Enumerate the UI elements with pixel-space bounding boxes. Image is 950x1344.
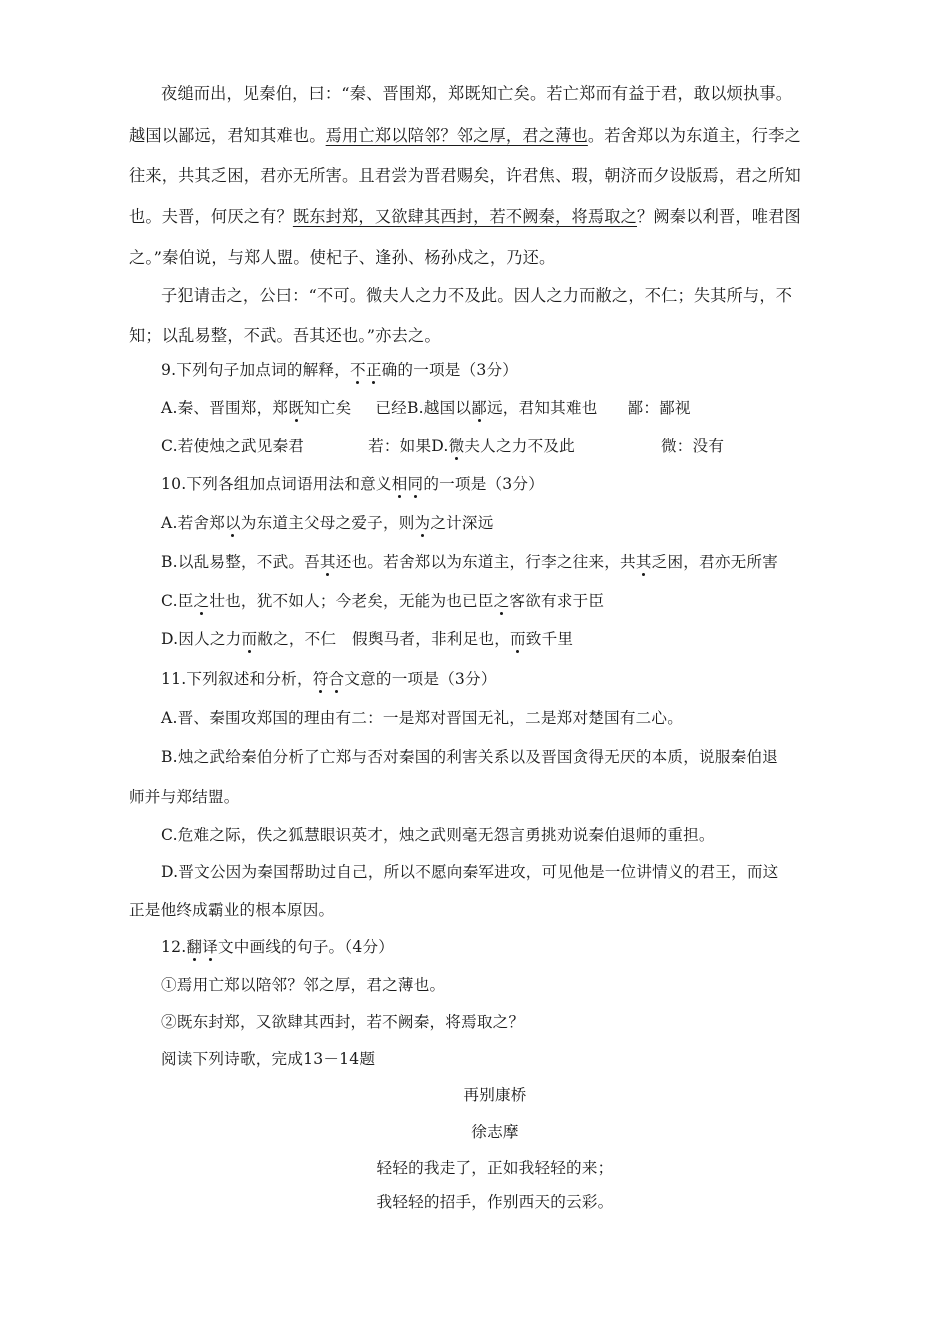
question-11-option-a (161, 706, 861, 730)
dotted-char: 相 (391, 475, 408, 493)
option-b-text: B.越国以 (406, 399, 472, 417)
poem-line (20, 1190, 950, 1214)
text: 10.下列各组加点词语用法和意义 (161, 475, 392, 493)
text: 乏困，君亦无所害 (651, 553, 779, 571)
dotted-char: 其 (319, 553, 336, 571)
text: 子犯请击之，公曰：“不可。微夫人之力不及此。因人之力而敝之，不仁；失其所与，不 (161, 286, 793, 305)
text: 越国以鄙远，君知其难也。 (129, 126, 326, 145)
question-9-options-ab (161, 396, 861, 420)
text: C.臣 (161, 592, 194, 610)
text: ①焉用亡郑以陪邻？邻之厚，君之薄也。 (161, 976, 446, 994)
text: 我轻轻的招手，作别西天的云彩。 (376, 1193, 614, 1211)
text: D.因人之力 (161, 630, 242, 648)
text: A.晋、秦围攻郑国的理由有二：一是郑对晋国无礼，二是郑对楚国有二心。 (161, 709, 684, 727)
poem-intro (161, 1047, 861, 1071)
text: 文中画线的句子。（4分） (218, 938, 395, 956)
poem-author (20, 1120, 950, 1144)
question-9-stem (161, 358, 861, 382)
option-a-text: A.秦、晋围郑，郑 (161, 399, 289, 417)
text: 文意的一项是（3分） (344, 670, 497, 688)
dotted-char: 以 (225, 514, 241, 532)
dotted-char: 合 (328, 670, 345, 688)
passage-line (129, 164, 829, 188)
text: 徐志摩 (471, 1123, 519, 1141)
option-c-gloss: 若：如果 (368, 437, 432, 455)
poem-line (20, 1156, 950, 1180)
text: 致千里 (525, 630, 574, 648)
poem-title (20, 1083, 950, 1107)
question-12-sentence-1 (161, 973, 861, 997)
dotted-char: 既 (288, 399, 304, 417)
dotted-char: 而 (509, 630, 526, 648)
text: 正是他终成霸业的根本原因。 (129, 901, 335, 919)
question-10-option-d (161, 627, 861, 651)
passage-line (129, 324, 829, 348)
text: 壮也，犹不如人；今老矣，无能为也已臣 (209, 592, 494, 610)
question-10-option-c (161, 589, 861, 613)
question-9-options-cd (161, 434, 861, 458)
text: B.以乱易整，不武。吾 (161, 553, 320, 571)
question-11-option-c (161, 823, 861, 847)
text: B.烛之武给秦伯分析了亡郑与否对秦国的利害关系以及晋国贪得无厌的本质，说服秦伯退 (161, 748, 778, 766)
text: 11.下列叙述和分析， (161, 670, 313, 688)
question-11-option-d (161, 860, 861, 884)
text: 轻轻的我走了，正如我轻轻的来； (376, 1159, 614, 1177)
dotted-char: 正 (365, 361, 382, 379)
option-a-gloss: 已经 (375, 399, 407, 417)
question-11-option-d-cont (129, 898, 829, 922)
option-b-text: 远，君知其难也 (486, 399, 598, 417)
text: 师并与郑结盟。 (129, 788, 240, 806)
question-10-stem (161, 472, 861, 496)
text: 确 (381, 361, 398, 379)
passage-line (161, 284, 861, 308)
dotted-char: 译 (202, 938, 218, 956)
option-b-gloss: 鄙：鄙视 (627, 399, 691, 417)
underlined-sentence-2: 既东封郑，又欲肆其西封，若不阙秦，将焉取之 (292, 207, 638, 226)
dotted-char: 之 (193, 592, 210, 610)
dotted-char: 同 (407, 475, 424, 493)
passage-line (129, 246, 829, 270)
question-12-sentence-2 (161, 1010, 861, 1034)
text: 的一项是（3分） (423, 475, 544, 493)
text: 客欲有求于臣 (509, 592, 605, 610)
question-10-option-b (161, 550, 861, 574)
text: 也。夫晋，何厌之有？ (129, 207, 293, 226)
text: 阅读下列诗歌，完成13－14题 (161, 1050, 376, 1068)
passage-line (129, 124, 829, 148)
dotted-char: 符 (312, 670, 329, 688)
dotted-char: 不 (350, 361, 366, 379)
text: 之计深远 (430, 514, 494, 532)
text: C.危难之际，佚之狐慧眼识英才，烛之武则毫无怨言勇挑劝说秦伯退师的重担。 (161, 826, 715, 844)
text: A.若舍郑 (161, 514, 225, 532)
option-d-gloss: 微：没有 (660, 437, 725, 455)
text: 之。”秦伯说，与郑人盟。使杞子、逢孙、杨孙戍之，乃还。 (129, 248, 556, 267)
option-d-text: D. (431, 437, 449, 455)
underlined-sentence-1: 焉用亡郑以陪邻？邻之厚，君之薄也 (325, 126, 588, 145)
dotted-char: 之 (493, 592, 510, 610)
option-a-text: 知亡矣 (303, 399, 352, 417)
text: 还也。若舍郑以为东道主，行李之往来，共 (335, 553, 636, 571)
option-c-text: C.若使烛之武见秦君 (161, 437, 305, 455)
question-11-option-b (161, 745, 861, 769)
text: 的一项是（3分） (397, 361, 519, 379)
dotted-char: 鄙 (471, 399, 487, 417)
text: 。若舍郑以为东道主，行李之 (587, 126, 801, 145)
text: 知；以乱易整，不武。吾其还也。”亦去之。 (129, 326, 441, 345)
passage-line (129, 205, 829, 229)
dotted-char: 而 (241, 630, 258, 648)
option-d-text: 夫人之力不及此 (464, 437, 575, 455)
text: 9.下列句子加点词的解释， (161, 361, 351, 379)
text: 往来，共其乏困，君亦无所害。且君尝为晋君赐矣，许君焦、瑕，朝济而夕设版焉，君之所知 (129, 166, 801, 185)
text: ？阙秦以利晋，唯君图 (637, 207, 801, 226)
text: D.晋文公因为秦国帮助过自己，所以不愿向秦军进攻，可见他是一位讲情义的君王，而这 (161, 863, 779, 881)
text: 再别康桥 (463, 1086, 527, 1104)
passage-line (161, 82, 861, 106)
text: 为东道主父母之爱子，则 (240, 514, 415, 532)
question-12-stem (161, 935, 861, 959)
question-10-option-a (161, 511, 861, 535)
text: ②既东封郑，又欲肆其西封，若不阙秦，将焉取之？ (161, 1013, 525, 1031)
dotted-char: 为 (414, 514, 431, 532)
question-11-stem (161, 667, 861, 691)
text: 夜缒而出，见秦伯，曰：“秦、晋围郑，郑既知亡矣。若亡郑而有益于君，敢以烦执事。 (161, 84, 793, 103)
question-11-option-b-cont (129, 785, 829, 809)
text: 敝之，不仁 假舆马者，非利足也， (257, 630, 510, 648)
dotted-char: 翻 (186, 938, 203, 956)
dotted-char: 其 (635, 553, 652, 571)
dotted-char: 微 (448, 437, 465, 455)
text: 12. (161, 938, 187, 956)
